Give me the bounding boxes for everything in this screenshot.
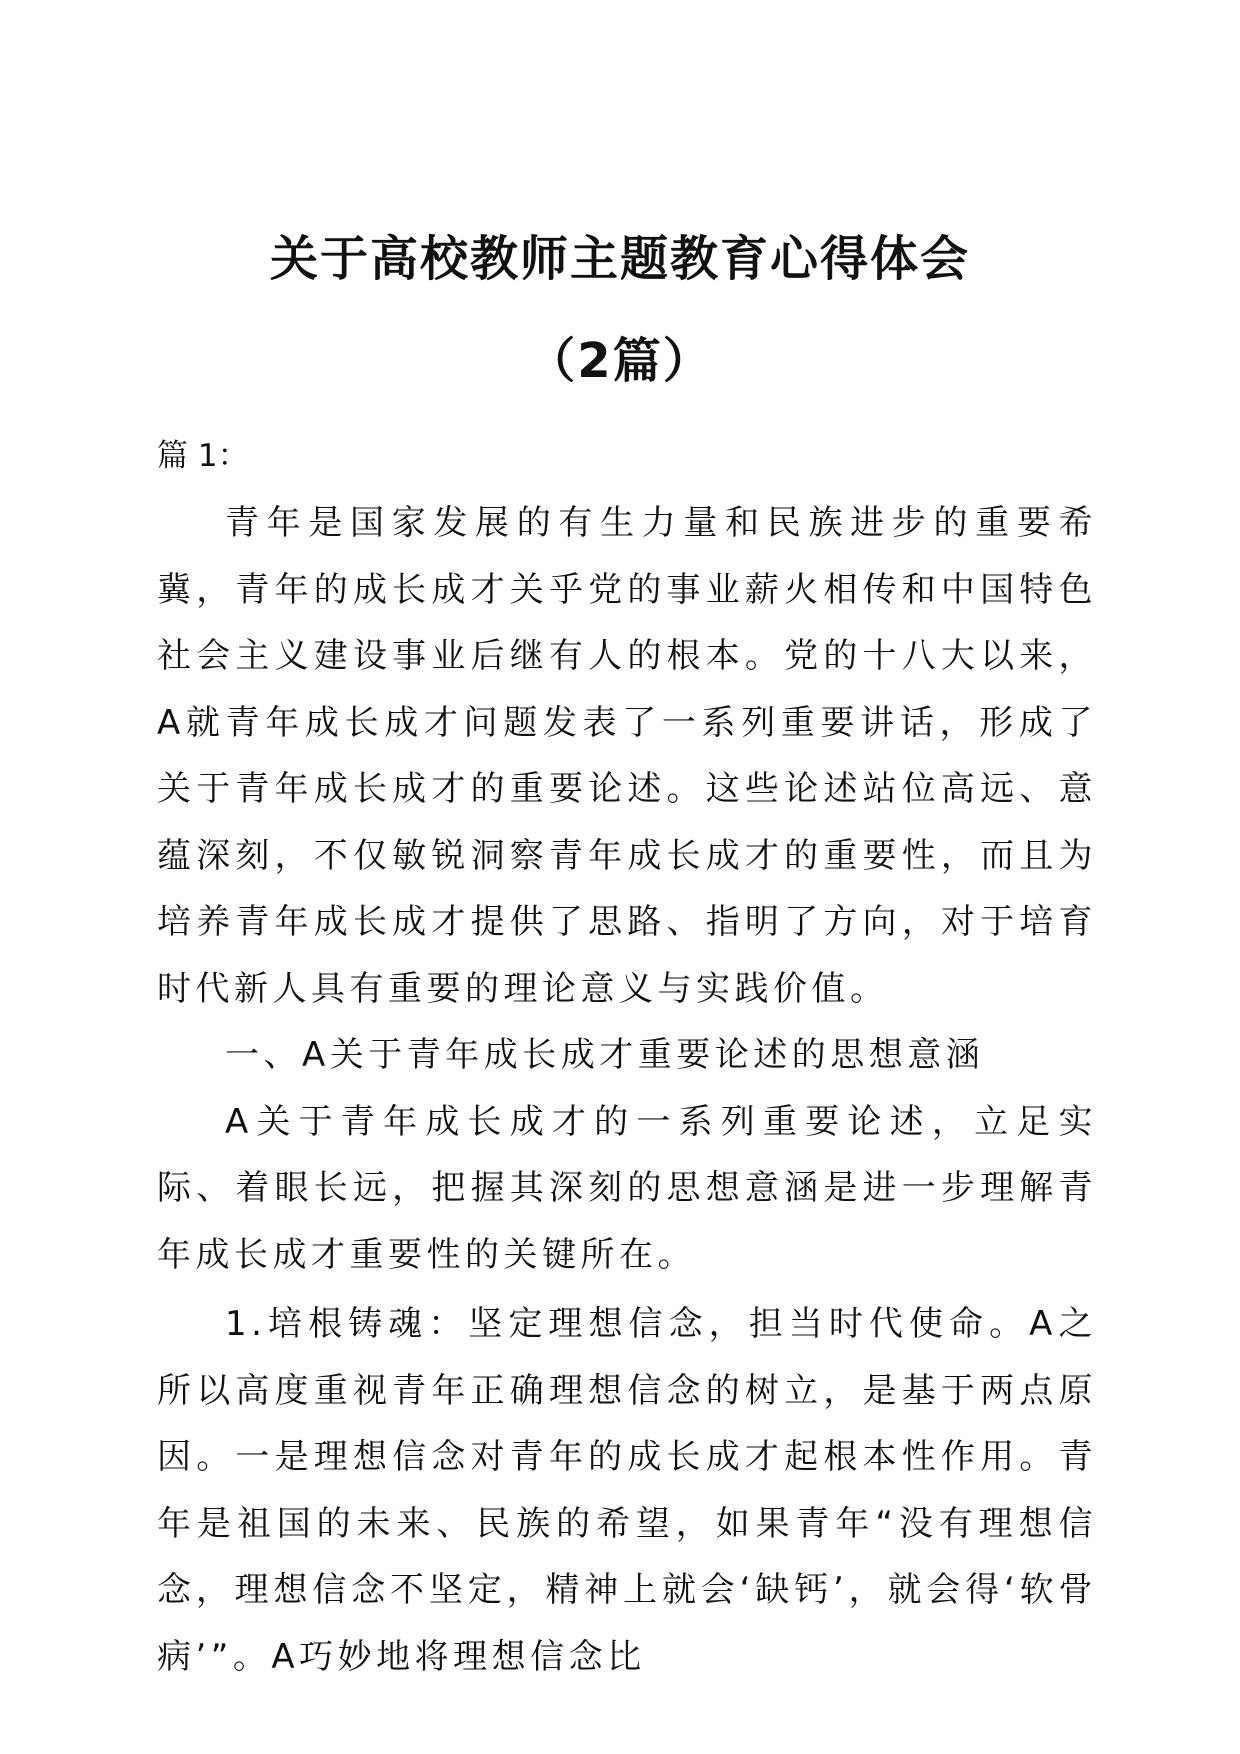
document-title: 关于高校教师主题教育心得体会 <box>269 231 970 287</box>
document-body <box>157 490 1097 1690</box>
paragraph-overview: A关于青年成长成才的一系列重要论述，立足实际、着眼长远，把握其深刻的思想意涵是进一步理解青年成长成才重要性的关键所在。 <box>157 1101 1097 1275</box>
section-label: 篇 1： <box>157 438 249 474</box>
paragraph-intro: 青年是国家发展的有生力量和民族进步的重要希冀，青年的成长成才关乎党的事业薪火相传和中国特色社会主义建设事业后继有人的根本。党的十八大以来，A就青年成长成才问题发表了一系列重要讲话，形成了关于青年成长成才的重要论述。这些论述站位高远、意蕴深刻，不仅敏锐洞察青年成长成才的重要性，而且为培养青年成长成才提供了思路、指明了方向，对于培育时代新人具有重要的理论意义与实践价值。 <box>157 503 1097 1009</box>
paragraph-point-1: 1.培根铸魂：坚定理想信念，担当时代使命。A之所以高度重视青年正确理想信念的树立，是基于两点原因。一是理想信念对青年的成长成才起根本性作用。青年是祖国的未来、民族的希望，如果青年“没有理想信念，理想信念不坚定，精神上就会‘缺钙’，就会得‘软骨病’”。A巧妙地将理想信念比 <box>157 1304 1097 1677</box>
document-subtitle: （2篇） <box>527 333 713 389</box>
section-heading: 一、A关于青年成长成才重要论述的思想意涵 <box>225 1035 985 1075</box>
